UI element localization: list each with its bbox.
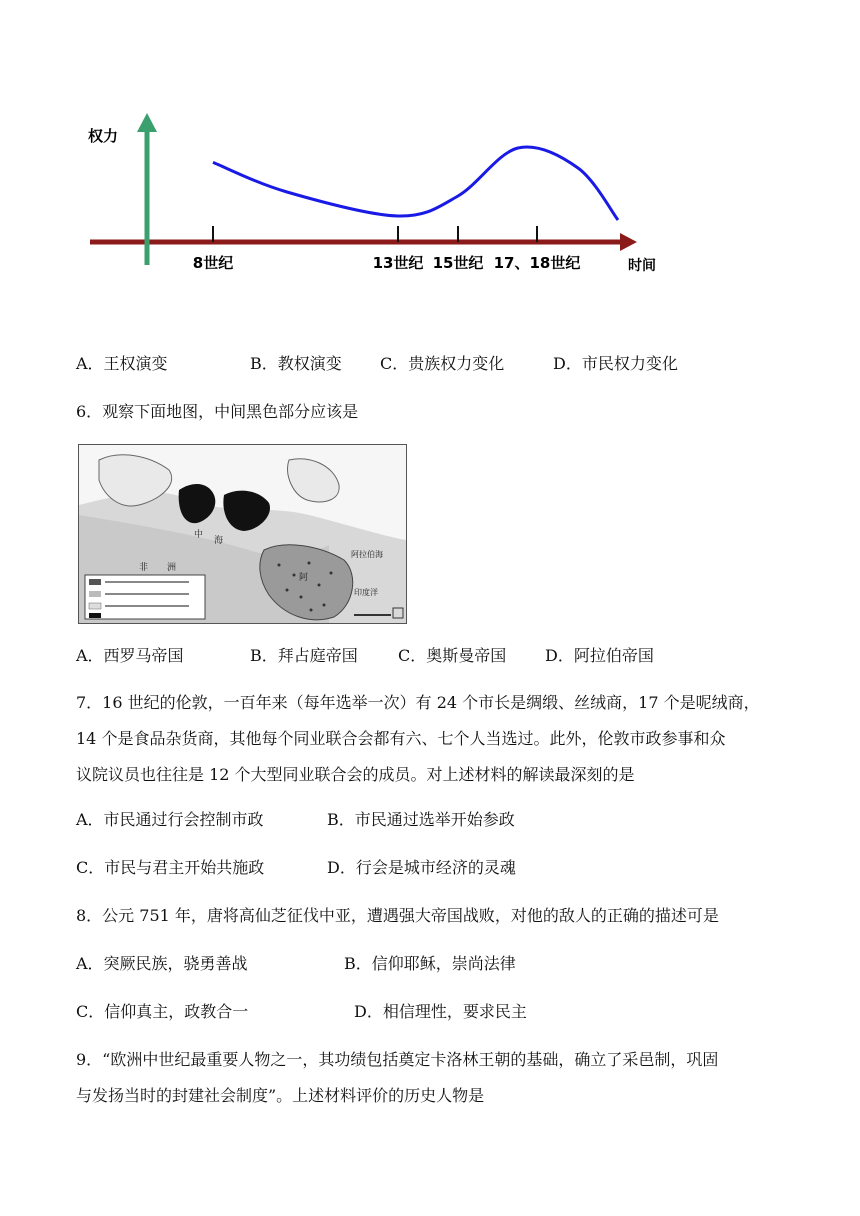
q8-option-d[interactable]: D．相信理性，要求民主 bbox=[354, 1002, 527, 1021]
y-axis-label: 权力 bbox=[88, 127, 119, 145]
q8-option-b[interactable]: B．信仰耶稣，崇尚法律 bbox=[344, 954, 516, 973]
x-ticks bbox=[193, 226, 581, 272]
x-tick-label: 13世纪 bbox=[372, 254, 424, 272]
q5-option-a[interactable]: A．王权演变 bbox=[76, 354, 168, 373]
map-label-med-1: 中 bbox=[194, 530, 204, 540]
q9-stem-line-2: 与发扬当时的封建社会制度”。上述材料评价的历史人物是 bbox=[76, 1086, 485, 1105]
q7-option-b[interactable]: B．市民通过选举开始参政 bbox=[327, 810, 515, 829]
map-label-med-2: 海 bbox=[214, 536, 224, 546]
q6-option-c[interactable]: C．奥斯曼帝国 bbox=[398, 646, 507, 665]
map-label-indian-ocean: 印度洋 bbox=[354, 588, 378, 597]
q7-option-a[interactable]: A．市民通过行会控制市政 bbox=[76, 810, 264, 829]
q8-option-a[interactable]: A．突厥民族，骁勇善战 bbox=[76, 954, 248, 973]
q8-option-c[interactable]: C．信仰真主，政教合一 bbox=[76, 1002, 249, 1021]
x-axis-label: 时间 bbox=[628, 258, 656, 274]
q7-stem-line-2: 14 个是食品杂货商，其他每个同业联合会都有六、七个人当选过。此外，伦敦市政参事和众 bbox=[76, 729, 726, 748]
x-axis-arrow bbox=[620, 233, 637, 251]
map-label-africa-1: 非 bbox=[139, 563, 149, 573]
map-label-arabia: 阿 bbox=[299, 573, 309, 583]
q7-option-c[interactable]: C．市民与君主开始共施政 bbox=[76, 858, 265, 877]
map-figure bbox=[78, 444, 407, 624]
q9-stem-line-1: 9．“欧洲中世纪最重要人物之一，其功绩包括奠定卡洛林王朝的基础，确立了采邑制，巩固 bbox=[76, 1050, 719, 1069]
x-tick-label: 17、18世纪 bbox=[493, 254, 581, 272]
power-trend-chart bbox=[0, 0, 860, 300]
map-label-arabian-sea: 阿拉伯海 bbox=[351, 550, 383, 559]
q5-option-b[interactable]: B．教权演变 bbox=[250, 354, 342, 373]
q6-stem: 6．观察下面地图，中间黑色部分应该是 bbox=[76, 402, 359, 421]
q6-option-b[interactable]: B．拜占庭帝国 bbox=[250, 646, 358, 665]
map-illustration bbox=[79, 445, 406, 623]
q8-stem: 8．公元 751 年，唐将高仙芝征伐中亚，遭遇强大帝国战败，对他的敌人的正确的描述可是 bbox=[76, 906, 719, 925]
q7-option-d[interactable]: D．行会是城市经济的灵魂 bbox=[327, 858, 516, 877]
q5-option-d[interactable]: D．市民权力变化 bbox=[553, 354, 678, 373]
x-tick-label: 8世纪 bbox=[192, 254, 234, 272]
q7-stem-line-1: 7．16 世纪的伦敦，一百年来（每年选举一次）有 24 个市长是绸缎、丝绒商，17 个是呢绒商， bbox=[76, 693, 760, 712]
x-tick-label: 15世纪 bbox=[432, 254, 484, 272]
q5-option-c[interactable]: C．贵族权力变化 bbox=[380, 354, 505, 373]
q6-option-d[interactable]: D．阿拉伯帝国 bbox=[545, 646, 654, 665]
map-label-africa-2: 洲 bbox=[167, 563, 177, 573]
y-axis-arrow bbox=[137, 113, 157, 132]
series-curve bbox=[213, 147, 618, 220]
q7-stem-line-3: 议院议员也往往是 12 个大型同业联合会的成员。对上述材料的解读最深刻的是 bbox=[76, 765, 635, 784]
q6-option-a[interactable]: A．西罗马帝国 bbox=[76, 646, 184, 665]
